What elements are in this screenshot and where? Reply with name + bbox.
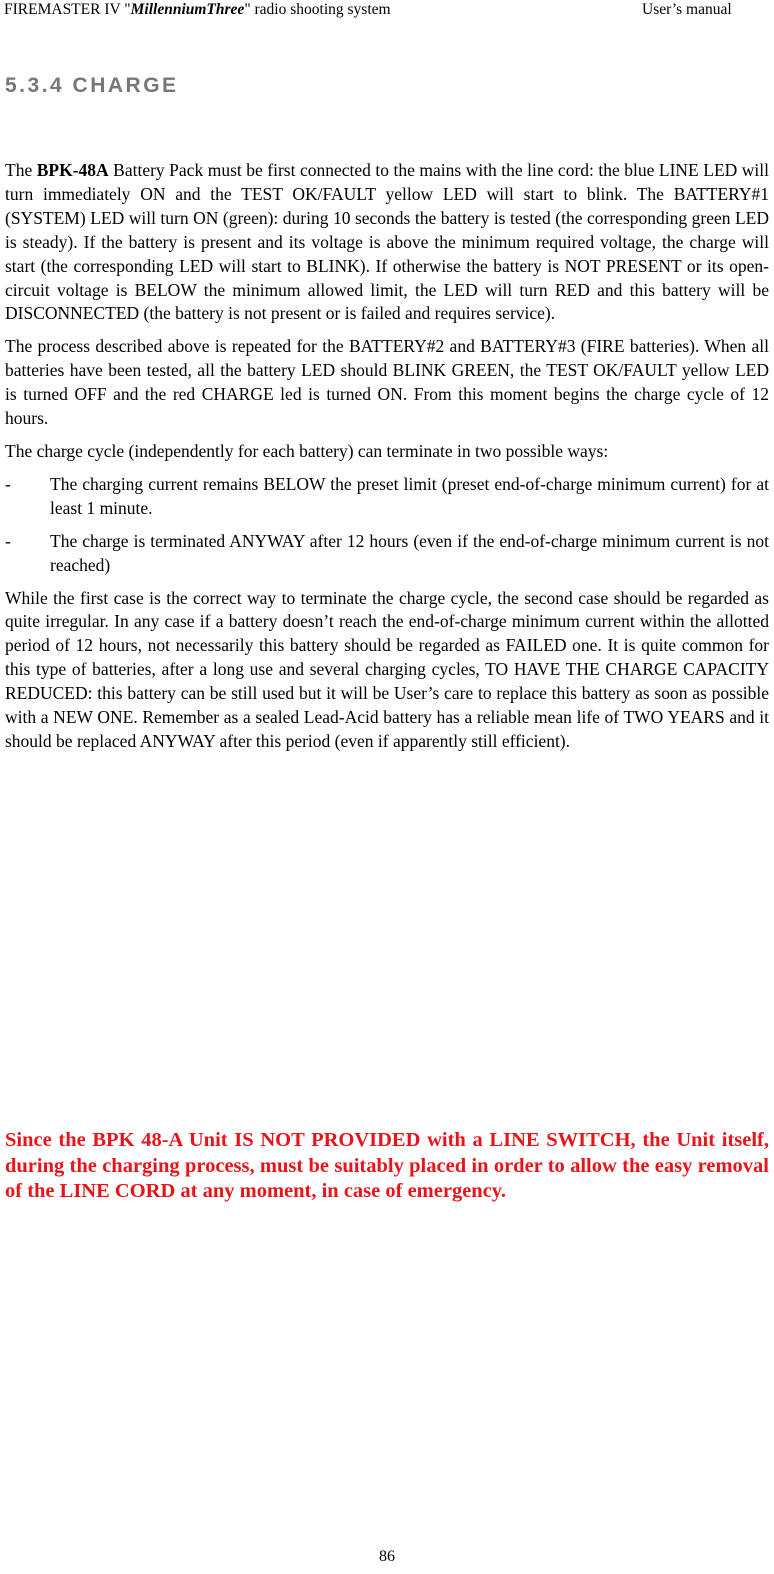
bullet-text: The charge is terminated ANYWAY after 12 hours (even if the end-of-charge minimum current is not reached)	[50, 530, 769, 575]
header-product	[4, 0, 391, 20]
paragraph-closing: While the first case is the correct way to terminate the charge cycle, the second case should be regarded as quite irregular. In any case if a battery doesn’t reach the end-of-charge minimum current within the allotted period of 12 hours, not necessarily this battery should be regarded as FAILED one. It is quite common for this type of batteries, after a long use and several charging cycles, TO HAVE THE CHARGE CAPACITY REDUCED: this battery can be still used but it will be User’s care to replace this battery as soon as possible with a NEW ONE. Remember as a sealed Lead-Acid battery has a reliable mean life of TWO YEARS and it should be replaced ANYWAY after this period (even if apparently still efficient).	[5, 587, 769, 751]
paragraph-intro-lead: The	[5, 160, 37, 180]
paragraph-intro-text: Battery Pack must be first connected to the mains with the line cord: the blue LINE LED will turn immediately ON and the TEST OK/FAULT yellow LED will start to blink. The BATTERY#1 (SYSTEM) LED will turn ON (green): during 10 seconds the battery is tested (the corresponding green LED is steady). If the battery is present and its voltage is above the minimum required voltage, the charge will start (the corresponding LED will start to BLINK). If otherwise the battery is NOT PRESENT or its open-circuit voltage is BELOW the minimum allowed limit, the LED will turn RED and this battery will be DISCONNECTED (the battery is not present or is failed and requires service).	[5, 160, 769, 324]
bullet-dash: -	[5, 530, 11, 551]
page-header	[4, 0, 770, 24]
list-item	[5, 473, 769, 521]
header-product-prefix: FIREMASTER IV "	[4, 1, 131, 18]
section-title: 5.3.4 CHARGE	[5, 74, 179, 97]
paragraph-cycle: The charge cycle (independently for each battery) can terminate in two possible ways:	[5, 440, 609, 461]
header-product-suffix: " radio shooting system	[244, 1, 391, 18]
paragraph-intro	[5, 159, 769, 326]
product-code: BPK-48A	[36, 160, 109, 180]
body-content	[5, 159, 769, 763]
bullet-text: The charging current remains BELOW the preset limit (preset end-of-charge minimum current) for at least 1 minute.	[50, 473, 769, 518]
header-doc-type: User’s manual	[642, 1, 732, 18]
warning-note: Since the BPK 48-A Unit IS NOT PROVIDED with a LINE SWITCH, the Unit itself, during the charging process, must be suitably placed in order to allow the easy removal of the LINE CORD at any moment, in case of emergency.	[5, 1129, 769, 1202]
page-number: 86	[379, 1548, 395, 1565]
bullet-dash: -	[5, 473, 11, 494]
header-brand: MillenniumThree	[130, 1, 245, 18]
paragraph-process: The process described above is repeated for the BATTERY#2 and BATTERY#3 (FIRE batteries). When all batteries have been tested, all the battery LED should BLINK GREEN, the TEST OK/FAULT yellow LED is turned OFF and the red CHARGE led is turned ON. From this moment begins the charge cycle of 12 hours.	[5, 336, 769, 429]
list-item	[5, 530, 769, 578]
